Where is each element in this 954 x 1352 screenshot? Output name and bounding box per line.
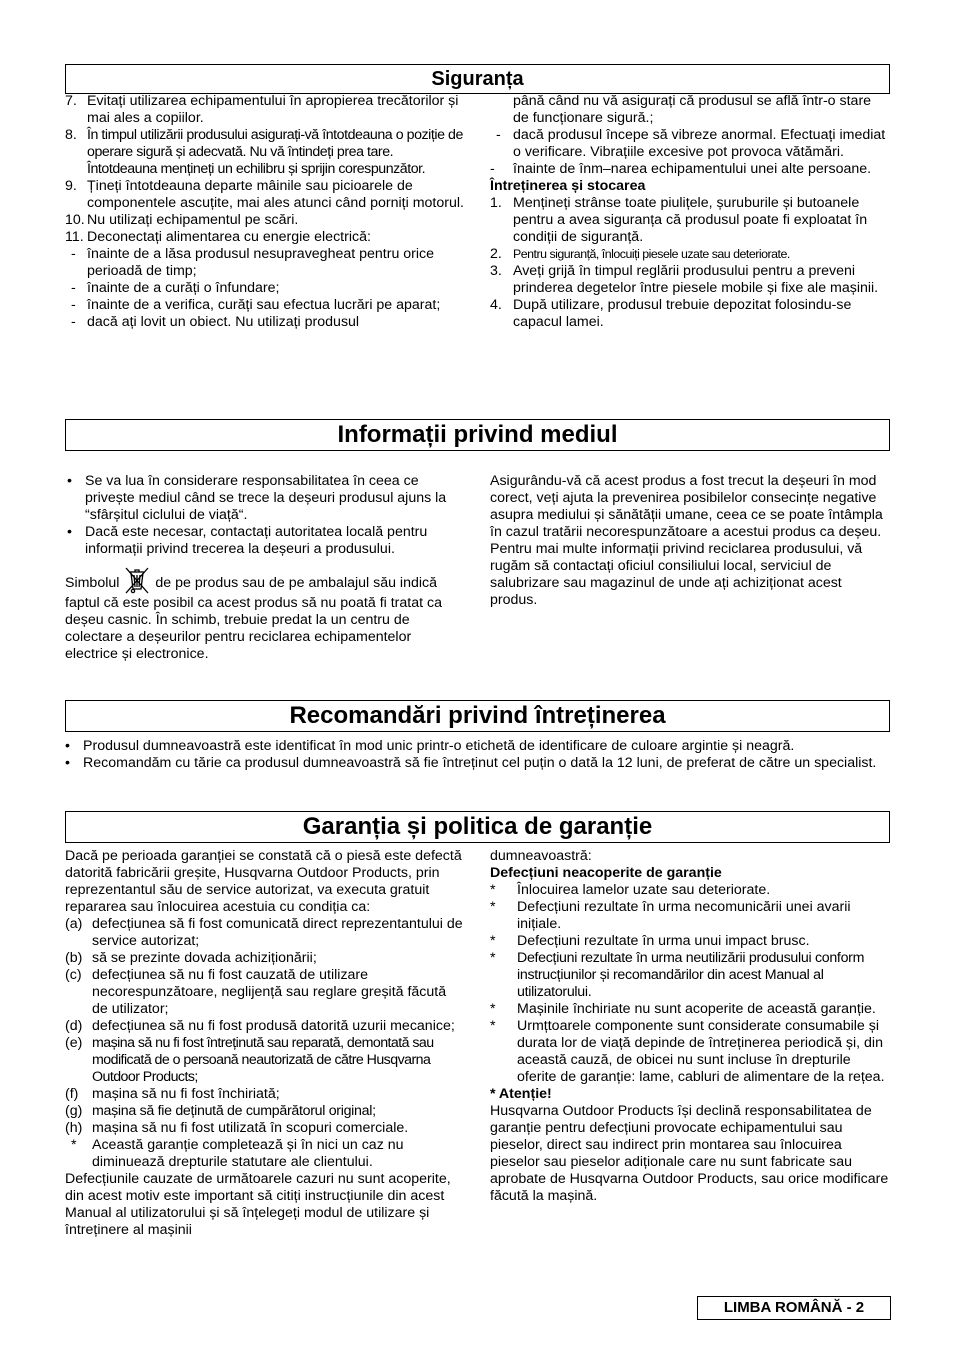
list-item: * Urmțtoarele componente sunt considerate consumabile și durata lor de viață depinde de întreținerea periodică și, din această cauză, de obicei nu sunt incluse în drepturile oferite de garanție: lame, cabluri de alimentare de la rețea.: [490, 1018, 885, 1085]
list-item: 10. Nu utilizați echipamentul pe scări.: [65, 212, 299, 228]
list-item: • Se va lua în considerare responsabilitatea în ceea ce privește mediul când se trece la deșeuri produsul ajuns la “sfârșitul ciclului de viață“.: [67, 473, 447, 523]
list-item: * Mașinile închiriate nu sunt acoperite de această garanție.: [490, 1001, 876, 1017]
list-item: - înainte de a lăsa produsul nesupravegheat pentru orice perioadă de timp;: [71, 246, 435, 279]
attention-heading: * Atenție!: [490, 1086, 552, 1102]
list-item: (e) mașina să nu fi fost întreținută sau reparată, demontată sau modificată de o persoană neautorizată de către Husqvarna Outdoor Products;: [65, 1035, 434, 1085]
list-item: 9. Țineți întotdeauna departe mâinile sau picioarele de componentele ascuțite, mai ales atunci când porniți motorul.: [65, 178, 464, 211]
list-item-continuation: până când nu vă asigurați că produsul se află într-o stare de funcționare sigură.;: [513, 93, 872, 126]
warranty-section-title: Garanția și politica de garanție: [65, 811, 890, 843]
safety-left-column: [65, 93, 465, 331]
list-item: (c) defecțiunea să nu fi fost cauzată de utilizare necorespunzătoare, neglijență sau reglare greșită făcută de utilizator;: [65, 967, 447, 1017]
environment-paragraph: Asigurându-vă că acest produs a fost trecut la deșeuri în mod corect, veți ajuta la prevenirea posibilelor consecințe negative asupra mediului și sănătății umane, ceea ce se poate întâmpla în cazul tratării necorespunzătoare a acestui produs ca deșeu. Pentru mai multe informații privind reciclarea produsului, vă rugăm să contactați oficiul consiliului local, serviciul de salubrizare sau magazinul de unde ați achiziționat acest produs.: [490, 473, 883, 608]
list-item: • Recomandăm cu tărie ca produsul dumneavoastră să fie întreținut cel puțin o dată la 12 luni, de preferat de către un specialist.: [65, 755, 877, 771]
list-item: * Această garanție completează și în nici un caz nu diminuează drepturile statutare ale clientului.: [71, 1137, 404, 1170]
warranty-right-column: [490, 848, 892, 1205]
list-item: * Defecțiuni rezultate în urma neutilizării produsului conform instrucțiunilor și recomandărilor din acest Manual al utilizatorului.: [490, 950, 865, 1000]
maintenance-list: [65, 738, 891, 772]
safety-right-column: [490, 93, 890, 331]
list-item: - dacă produsul începe să vibreze anormal. Efectuați imediat o verificare. Vibrațiile excesive pot provoca vătămări.: [496, 127, 886, 160]
list-item: 7. Evitați utilizarea echipamentului în apropierea trecătorilor și mai ales a copiilor.: [65, 93, 459, 126]
list-item: 2. Pentru siguranță, înlocuiți piesele uzate sau deteriorate.: [490, 246, 790, 262]
environment-left-column: [65, 473, 465, 663]
warranty-outro: Defecțiunile cauzate de următoarele cazuri nu sunt acoperite, din acest motiv este important să citiți instrucțiunile din acest Manual al utilizatorului și să înțelegeți modul de utilizare și întreținere al mașinii: [65, 1171, 451, 1238]
list-item: - dacă ați lovit un obiect. Nu utilizați produsul: [71, 314, 360, 330]
warranty-intro: Dacă pe perioada garanției se constată că o piesă este defectă datorită fabricării greșite, Husqvarna Outdoor Products, prin reprezentantul său de service autorizat, va executa gratuit repararea sau înlocuirea acestuia cu condiția ca:: [65, 848, 462, 915]
list-item: - înainte de a verifica, curăți sau efectua lucrări pe aparat;: [71, 297, 441, 313]
environment-right-column: [490, 473, 890, 609]
list-item: (b) să se prezinte dovada achiziționării;: [65, 950, 317, 966]
environment-section-title: Informații privind mediul: [65, 419, 890, 451]
list-item: (d) defecțiunea să nu fi fost produsă datorită uzurii mecanice;: [65, 1018, 455, 1034]
list-item: 4. După utilizare, produsul trebuie depozitat folosindu-se capacul lamei.: [490, 297, 852, 330]
list-item: * Defecțiuni rezultate în urma necomunicării unei avarii inițiale.: [490, 899, 851, 932]
list-item: - înainte de a curăți o înfundare;: [71, 280, 280, 296]
list-item: (h) mașina să nu fi fost utilizată în scopuri comerciale.: [65, 1120, 409, 1136]
list-item: (f) mașina să nu fi fost închiriată;: [65, 1086, 280, 1102]
list-item: - înainte de înm–narea echipamentului unei alte persoane.: [490, 161, 872, 177]
maintenance-section-title: Recomandări privind întreținerea: [65, 700, 890, 732]
environment-symbol-text: Simbolul de pe produs sau de pe ambalajul său indică faptul că este posibil ca acest produs să nu poată fi tratat ca deșeu casnic. În schimb, trebuie predat la un centru de colectare a deșeurilor pentru reciclarea echipamentelor electrice și electronice.: [65, 565, 465, 663]
list-item: 1. Mențineți strânse toate piulițele, șuruburile și butoanele pentru a avea siguranța că produsul poate fi exploatat în condiții de siguranță.: [490, 195, 868, 245]
list-item: * Înlocuirea lamelor uzate sau deteriorate.: [490, 882, 771, 898]
list-item: • Produsul dumneavoastră este identificat în mod unic printr-o etichetă de identificare de culoare argintie și neagră.: [65, 738, 795, 754]
list-item: (g) mașina să fie deținută de cumpărătorul original;: [65, 1103, 376, 1119]
page-footer-label: LIMBA ROMÂNĂ - 2: [697, 1296, 891, 1320]
list-item: (a) defecțiunea să fi fost comunicată direct reprezentantului de service autorizat;: [65, 916, 463, 949]
list-item: • Dacă este necesar, contactați autoritatea locală pentru informații privind trecerea la deșeuri a produsului.: [67, 524, 428, 557]
paragraph-continuation: dumneavoastră:: [490, 848, 592, 864]
list-item: 8. În timpul utilizării produsului asigurați-vă întotdeauna o poziție de operare sigură și adecvată. Nu vă întindeți prea tare. Întotdeauna mențineți un echilibru și sprijin corespunzător.: [65, 127, 463, 177]
safety-section-title: Siguranța: [65, 64, 890, 94]
list-item: * Defecțiuni rezultate în urma unui impact brusc.: [490, 933, 810, 949]
list-item: 3. Aveți grijă în timpul reglării produsului pentru a preveni prinderea degetelor între piesele mobile și fixe ale mașinii.: [490, 263, 879, 296]
list-item: 11. Deconectați alimentarea cu energie electrică:: [65, 229, 371, 245]
maintenance-storage-heading: Întreținerea și stocarea: [490, 178, 646, 194]
exclusions-heading: Defecțiuni neacoperite de garanție: [490, 865, 722, 881]
crossed-out-wheelie-bin-icon: [122, 565, 152, 595]
attention-paragraph: Husqvarna Outdoor Products își declină responsabilitatea de garanție pentru defecțiuni provocate echipamentului sau pieselor, direct sau indirect prin montarea sau înlocuirea pieselor sau pieselor adiționale care nu sunt fabricate sau aprobate de Husqvarna Outdoor Products, sau orice modificare făcută la mașină.: [490, 1103, 889, 1204]
warranty-left-column: [65, 848, 465, 1239]
